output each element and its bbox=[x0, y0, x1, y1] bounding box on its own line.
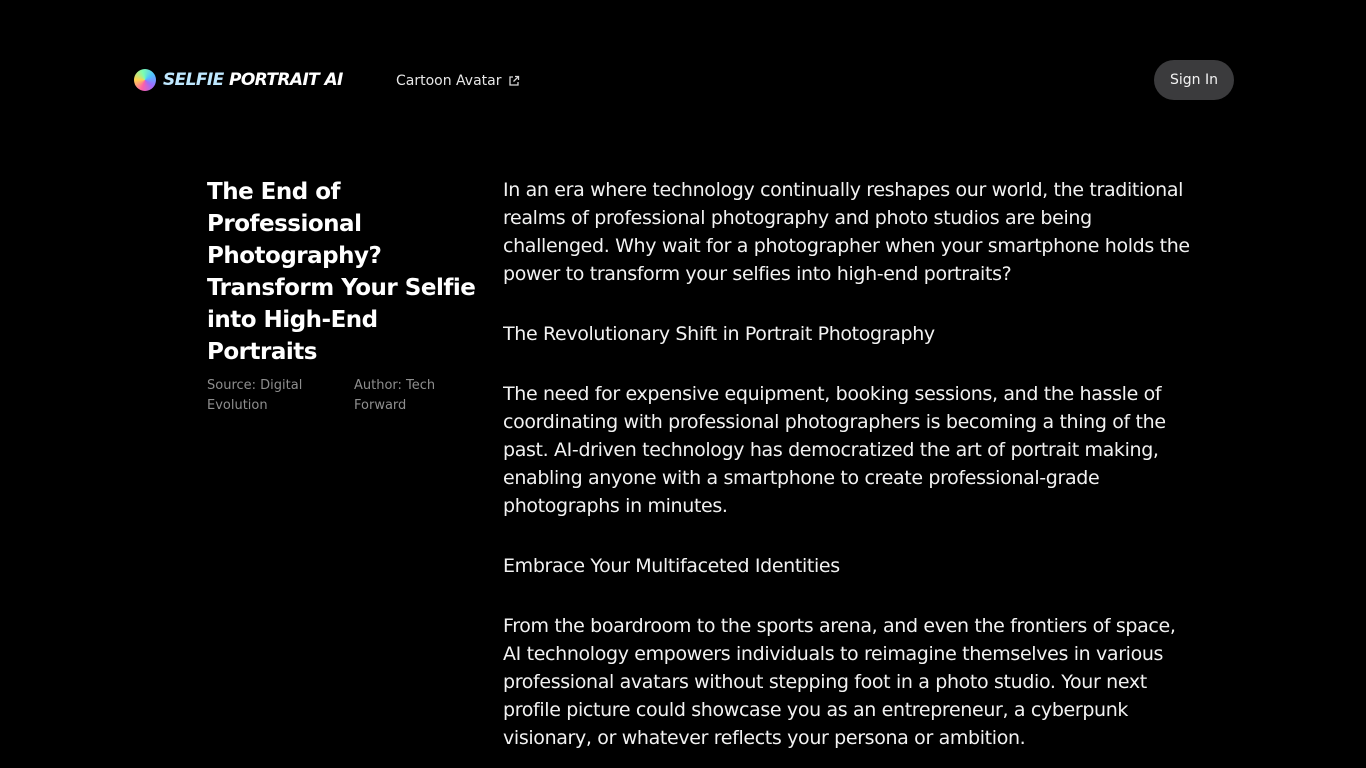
article-subheading: The Revolutionary Shift in Portrait Photography bbox=[503, 323, 935, 345]
article-subheading: Embrace Your Multifaceted Identities bbox=[503, 555, 840, 577]
article-source: Source: Digital Evolution bbox=[207, 378, 303, 413]
article-title: The End of Professional Photography? Transform Your Selfie into High-End Portraits bbox=[207, 179, 476, 365]
article-paragraph: The need for expensive equipment, booking sessions, and the hassle of coordinating with professional photographers is becoming a thing of the past. AI-driven technology has democratized the art of portrait making, enabling anyone with a smartphone to create professional-grade photographs in minutes. bbox=[503, 383, 1166, 517]
nav-link-label: Cartoon Avatar bbox=[396, 73, 502, 89]
nav-link-cartoon-avatar[interactable] bbox=[396, 70, 520, 92]
site-header bbox=[0, 0, 1366, 160]
article-author: Author: Tech Forward bbox=[354, 378, 436, 413]
article-paragraph: In an era where technology continually reshapes our world, the traditional realms of professional photography and photo studios are being challenged. Why wait for a photographer when your smartphone holds the power to transform your selfies into high-end portraits? bbox=[503, 179, 1190, 285]
site-logo[interactable] bbox=[134, 68, 343, 92]
logo-text bbox=[163, 70, 343, 90]
external-link-icon bbox=[508, 75, 520, 87]
article-body bbox=[503, 176, 1193, 768]
article-paragraph: From the boardroom to the sports arena, and even the frontiers of space, AI technology empowers individuals to reimagine themselves in various professional avatars without stepping foot in a photo studio. Your next profile picture could showcase you as an entrepreneur, a cyberpunk visionary, or whatever reflects your persona or ambition. bbox=[503, 615, 1176, 749]
gradient-orb-icon bbox=[134, 69, 156, 91]
logo-word-selfie: SELFIE bbox=[163, 70, 224, 90]
sign-in-button[interactable]: Sign In bbox=[1154, 60, 1234, 100]
logo-word-portrait-ai: PORTRAIT AI bbox=[228, 70, 343, 90]
